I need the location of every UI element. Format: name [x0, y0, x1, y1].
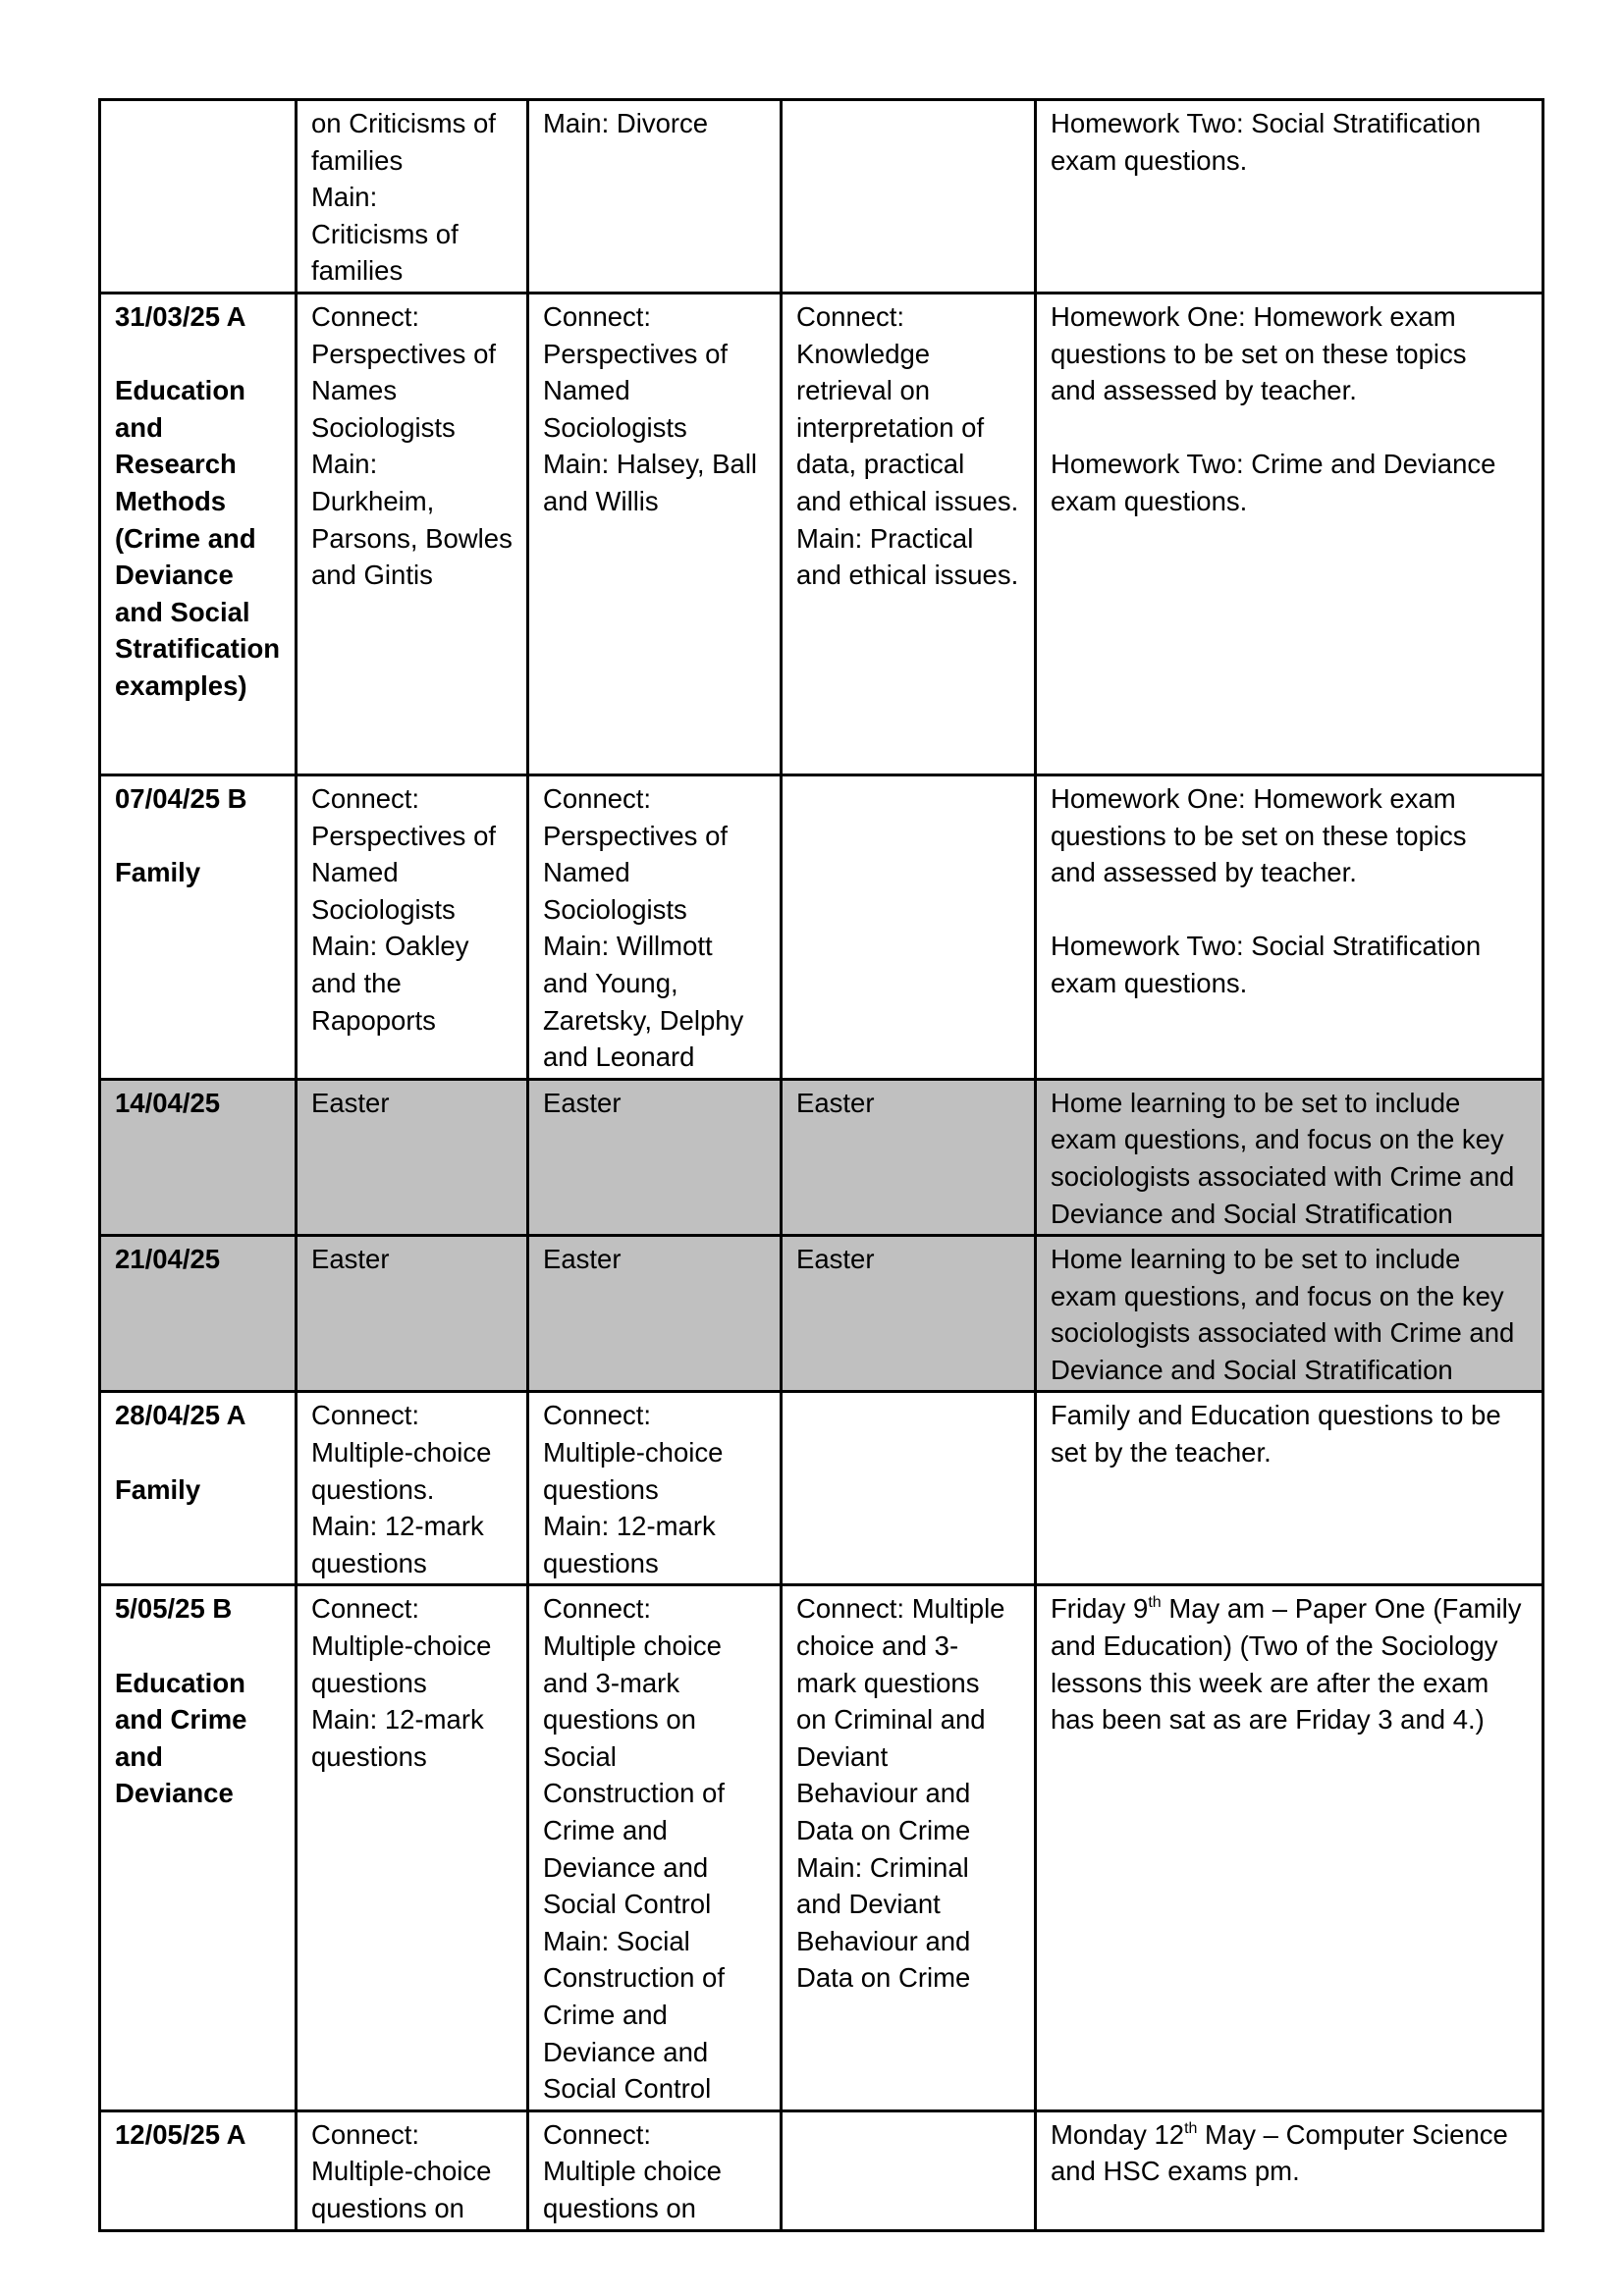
homework-cell [1036, 2110, 1543, 2230]
homework-cell [1036, 1392, 1543, 1585]
cell-text-line: Home learning to be set to include [1051, 1087, 1461, 1118]
cell-text-line: questions [543, 1547, 659, 1578]
cell-text-line: Perspectives of [543, 820, 729, 851]
homework-cell [1036, 774, 1543, 1079]
week-cell [100, 1585, 297, 2110]
cell-text-line: questions [543, 1473, 659, 1505]
cell-text-line: 28/04/25 A [115, 1400, 246, 1431]
cell-text-line: set by the teacher. [1051, 1437, 1272, 1468]
cell-text-line: examples) [115, 669, 247, 701]
table-body [100, 100, 1543, 2231]
cell-text-line: 21/04/25 [115, 1244, 221, 1275]
cell-text-line: Multiple choice [543, 2156, 722, 2187]
cell-text-line: Main: Willmott [543, 931, 713, 962]
cell-text-line: Social [543, 1740, 617, 1772]
week-cell [100, 293, 297, 774]
cell-text-line: Family and Education questions to be [1051, 1400, 1501, 1431]
connect-main-cell-3 [782, 774, 1036, 1079]
scheme-of-work-table [98, 98, 1544, 2232]
cell-text-line: Education [115, 1667, 245, 1698]
cell-text-line: Parsons, Bowles [311, 522, 513, 554]
cell-text-line: and Social [115, 596, 250, 627]
cell-text-line: questions on [543, 1704, 696, 1735]
cell-text-line: questions. [311, 1473, 435, 1505]
connect-main-cell-3 [782, 1079, 1036, 1235]
connect-main-cell-3 [782, 1585, 1036, 2110]
table-row-holiday [100, 1236, 1543, 1392]
cell-text-line: questions to be set on these topics [1051, 338, 1467, 369]
cell-text-line: Connect: Multiple [796, 1593, 1005, 1625]
homework-cell [1036, 293, 1543, 774]
document-page [98, 98, 1542, 2232]
cell-text-line: Sociologists [311, 893, 456, 925]
cell-text-line: Family [115, 857, 201, 888]
cell-text-line: Social Control [543, 1889, 712, 1920]
blank-line [115, 818, 281, 855]
connect-main-cell-1 [297, 1585, 528, 2110]
cell-text-line: has been sat as are Friday 3 and 4.) [1051, 1704, 1485, 1735]
ordinal-suffix: th [1148, 1594, 1162, 1612]
cell-text-line: Main: [311, 182, 378, 213]
connect-main-cell-1 [297, 100, 528, 294]
connect-main-cell-2 [528, 1585, 782, 2110]
cell-text-line: and assessed by teacher. [1051, 375, 1357, 406]
cell-text-line: Deviance [115, 1778, 234, 1809]
cell-text-line: Education [115, 375, 245, 406]
connect-main-cell-1 [297, 1079, 528, 1235]
connect-main-cell-1 [297, 2110, 528, 2230]
text-run: May am – Paper One (Family [1161, 1593, 1522, 1625]
cell-text-line: Construction of [543, 1778, 725, 1809]
cell-text-line: Deviance and Social Stratification [1051, 1354, 1453, 1385]
cell-text-line: sociologists associated with Crime and [1051, 1160, 1515, 1192]
cell-text-line: 14/04/25 [115, 1087, 221, 1118]
cell-text-line: Social Control [543, 2073, 712, 2105]
text-run: May – Computer Science [1197, 2118, 1508, 2150]
blank-line [1051, 891, 1528, 929]
cell-text-line: Perspectives of [311, 820, 497, 851]
cell-text-line [1051, 2116, 1528, 2154]
cell-text-line: choice and 3- [796, 1630, 959, 1662]
cell-text-line: Multiple-choice [311, 1630, 492, 1662]
blank-line [115, 1628, 281, 1665]
cell-text-line: and assessed by teacher. [1051, 857, 1357, 888]
table-row-holiday [100, 1079, 1543, 1235]
cell-text-line: Multiple choice [543, 1630, 722, 1662]
homework-cell [1036, 1079, 1543, 1235]
cell-text-line: 07/04/25 B [115, 782, 247, 814]
cell-text-line: Names [311, 375, 398, 406]
week-cell [100, 1079, 297, 1235]
cell-text-line: Multiple-choice [543, 1437, 724, 1468]
cell-text-line: Knowledge [796, 338, 931, 369]
cell-text-line: Deviance [115, 560, 234, 591]
cell-text-line: data, practical [796, 449, 965, 480]
cell-text-line: and Gintis [311, 560, 433, 591]
table-row [100, 1392, 1543, 1585]
cell-text-line: Construction of [543, 1962, 725, 1994]
cell-text-line: questions [311, 1547, 427, 1578]
cell-text-line: Connect: [311, 1400, 420, 1431]
blank-line [115, 1434, 281, 1471]
cell-text-line: and Deviant [796, 1889, 941, 1920]
cell-text-line: interpretation of [796, 411, 985, 443]
cell-text-line: and Willis [543, 485, 659, 516]
cell-text-line: Sociologists [311, 411, 456, 443]
blank-line [115, 336, 281, 373]
cell-text-line: Connect: [311, 1593, 420, 1625]
cell-text-line: sociologists associated with Crime and [1051, 1317, 1515, 1349]
cell-text-line: 31/03/25 A [115, 300, 246, 332]
cell-text-line: Behaviour and [796, 1925, 971, 1956]
connect-main-cell-2 [528, 1236, 782, 1392]
cell-text-line: questions on [311, 2192, 464, 2223]
week-cell [100, 100, 297, 294]
cell-text-line: Named [543, 375, 630, 406]
cell-text-line: Multiple-choice [311, 2156, 492, 2187]
cell-text-line: Named [311, 857, 399, 888]
connect-main-cell-1 [297, 293, 528, 774]
cell-text-line: Homework Two: Crime and Deviance [1051, 449, 1496, 480]
cell-text-line: 5/05/25 B [115, 1593, 233, 1625]
connect-main-cell-3 [782, 1392, 1036, 1585]
connect-main-cell-2 [528, 100, 782, 294]
homework-cell [1036, 100, 1543, 294]
homework-cell [1036, 1585, 1543, 2110]
cell-text-line: Connect: [796, 300, 905, 332]
cell-text-line: Connect: [543, 300, 652, 332]
cell-text-line: Easter [796, 1244, 875, 1275]
cell-text-line: Connect: [311, 782, 420, 814]
cell-text-line: Deviant [796, 1740, 889, 1772]
cell-text-line: Home learning to be set to include [1051, 1244, 1461, 1275]
cell-text-line: Connect: [311, 2118, 420, 2150]
cell-text-line: questions on [543, 2192, 696, 2223]
cell-text-line: Homework One: Homework exam [1051, 300, 1456, 332]
connect-main-cell-2 [528, 774, 782, 1079]
table-row [100, 2110, 1543, 2230]
table-row [100, 100, 1543, 294]
connect-main-cell-3 [782, 293, 1036, 774]
cell-text-line: exam questions. [1051, 485, 1248, 516]
cell-text-line: and [115, 1740, 163, 1772]
connect-main-cell-1 [297, 1236, 528, 1392]
cell-text-line: Family [115, 1473, 201, 1505]
text-run: Monday 12 [1051, 2118, 1185, 2150]
cell-text-line: and 3-mark [543, 1667, 680, 1698]
cell-text-line: Easter [543, 1244, 622, 1275]
connect-main-cell-3 [782, 100, 1036, 294]
connect-main-cell-1 [297, 774, 528, 1079]
cell-text-line: Easter [543, 1087, 622, 1118]
cell-text-line: Connect: [543, 782, 652, 814]
cell-text-line: and HSC exams pm. [1051, 2156, 1300, 2187]
cell-text-line: exam questions, and focus on the key [1051, 1280, 1504, 1311]
cell-text-line: and Leonard [543, 1041, 695, 1073]
cell-text-line: Zaretsky, Delphy [543, 1004, 744, 1036]
cell-text-line: exam questions, and focus on the key [1051, 1124, 1504, 1155]
cell-text-line: Criticisms of [311, 218, 459, 249]
cell-text-line: Main: Oakley [311, 931, 469, 962]
cell-text-line: lessons this week are after the exam [1051, 1667, 1489, 1698]
cell-text-line: Named [543, 857, 630, 888]
cell-text-line: Data on Crime [796, 1815, 971, 1845]
cell-text-line: Sociologists [543, 893, 687, 925]
cell-text-line: and Education) (Two of the Sociology [1051, 1630, 1498, 1662]
cell-text-line: Crime and [543, 1999, 668, 2030]
week-cell [100, 2110, 297, 2230]
cell-text-line: on Criticisms of [311, 108, 496, 138]
cell-text-line: Easter [796, 1087, 875, 1118]
cell-text-line: Data on Crime [796, 1962, 971, 1994]
cell-text-line: Behaviour and [796, 1778, 971, 1809]
homework-cell [1036, 1236, 1543, 1392]
connect-main-cell-1 [297, 1392, 528, 1585]
cell-text-line: mark questions [796, 1667, 980, 1698]
week-cell [100, 1236, 297, 1392]
week-cell [100, 774, 297, 1079]
connect-main-cell-2 [528, 1392, 782, 1585]
text-run: Friday 9 [1051, 1593, 1149, 1625]
cell-text-line: questions [311, 1667, 427, 1698]
cell-text-line: Main: 12-mark [311, 1511, 484, 1542]
cell-text-line: Durkheim, [311, 485, 435, 516]
cell-text-line: Connect: [543, 2118, 652, 2150]
cell-text-line: families [311, 144, 404, 176]
connect-main-cell-2 [528, 1079, 782, 1235]
cell-text-line: Main: [311, 449, 378, 480]
cell-text-line [1051, 1590, 1528, 1628]
cell-text-line: and [115, 411, 163, 443]
cell-text-line: on Criminal and [796, 1704, 986, 1735]
cell-text-line: Deviance and [543, 1851, 709, 1883]
cell-text-line: and Young, [543, 967, 678, 998]
cell-text-line: families [311, 255, 404, 287]
connect-main-cell-2 [528, 293, 782, 774]
cell-text-line: Main: Social [543, 1925, 690, 1956]
cell-text-line: Main: Practical [796, 522, 974, 554]
cell-text-line: Connect: [311, 300, 420, 332]
cell-text-line: and ethical issues. [796, 560, 1019, 591]
cell-text-line: Rapoports [311, 1004, 436, 1036]
cell-text-line: Deviance and [543, 2036, 709, 2067]
table-row [100, 1585, 1543, 2110]
cell-text-line: and the [311, 967, 402, 998]
cell-text-line: Easter [311, 1087, 390, 1118]
connect-main-cell-2 [528, 2110, 782, 2230]
cell-text-line: Main: Divorce [543, 108, 709, 138]
ordinal-suffix: th [1184, 2119, 1198, 2137]
cell-text-line: Sociologists [543, 411, 687, 443]
cell-text-line: Main: 12-mark [311, 1704, 484, 1735]
cell-text-line: Easter [311, 1244, 390, 1275]
blank-line [1051, 409, 1528, 447]
cell-text-line: Main: Criminal [796, 1851, 969, 1883]
cell-text-line: exam questions. [1051, 144, 1248, 176]
cell-text-line: Research [115, 449, 237, 480]
cell-text-line: Methods [115, 485, 227, 516]
table-row [100, 293, 1543, 774]
cell-text-line: Homework Two: Social Stratification [1051, 108, 1482, 138]
connect-main-cell-3 [782, 1236, 1036, 1392]
cell-text-line: Homework Two: Social Stratification [1051, 931, 1482, 962]
cell-text-line: Crime and [543, 1815, 668, 1845]
cell-text-line: exam questions. [1051, 967, 1248, 998]
cell-text-line: Multiple-choice [311, 1437, 492, 1468]
cell-text-line: Homework One: Homework exam [1051, 782, 1456, 814]
cell-text-line: (Crime and [115, 522, 256, 554]
cell-text-line: and ethical issues. [796, 485, 1019, 516]
cell-text-line: 12/05/25 A [115, 2118, 246, 2150]
cell-text-line: retrieval on [796, 375, 931, 406]
cell-text-line: and Crime [115, 1704, 247, 1735]
cell-text-line: questions [311, 1740, 427, 1772]
cell-text-line: Connect: [543, 1400, 652, 1431]
cell-text-line: Perspectives of [543, 338, 729, 369]
cell-text-line: Deviance and Social Stratification [1051, 1198, 1453, 1229]
cell-text-line: Perspectives of [311, 338, 497, 369]
connect-main-cell-3 [782, 2110, 1036, 2230]
cell-text-line: Main: Halsey, Ball [543, 449, 758, 480]
cell-text-line: Connect: [543, 1593, 652, 1625]
cell-text-line: Main: 12-mark [543, 1511, 716, 1542]
cell-text-line: Stratification [115, 633, 281, 665]
cell-text-line: questions to be set on these topics [1051, 820, 1467, 851]
week-cell [100, 1392, 297, 1585]
table-row [100, 774, 1543, 1079]
